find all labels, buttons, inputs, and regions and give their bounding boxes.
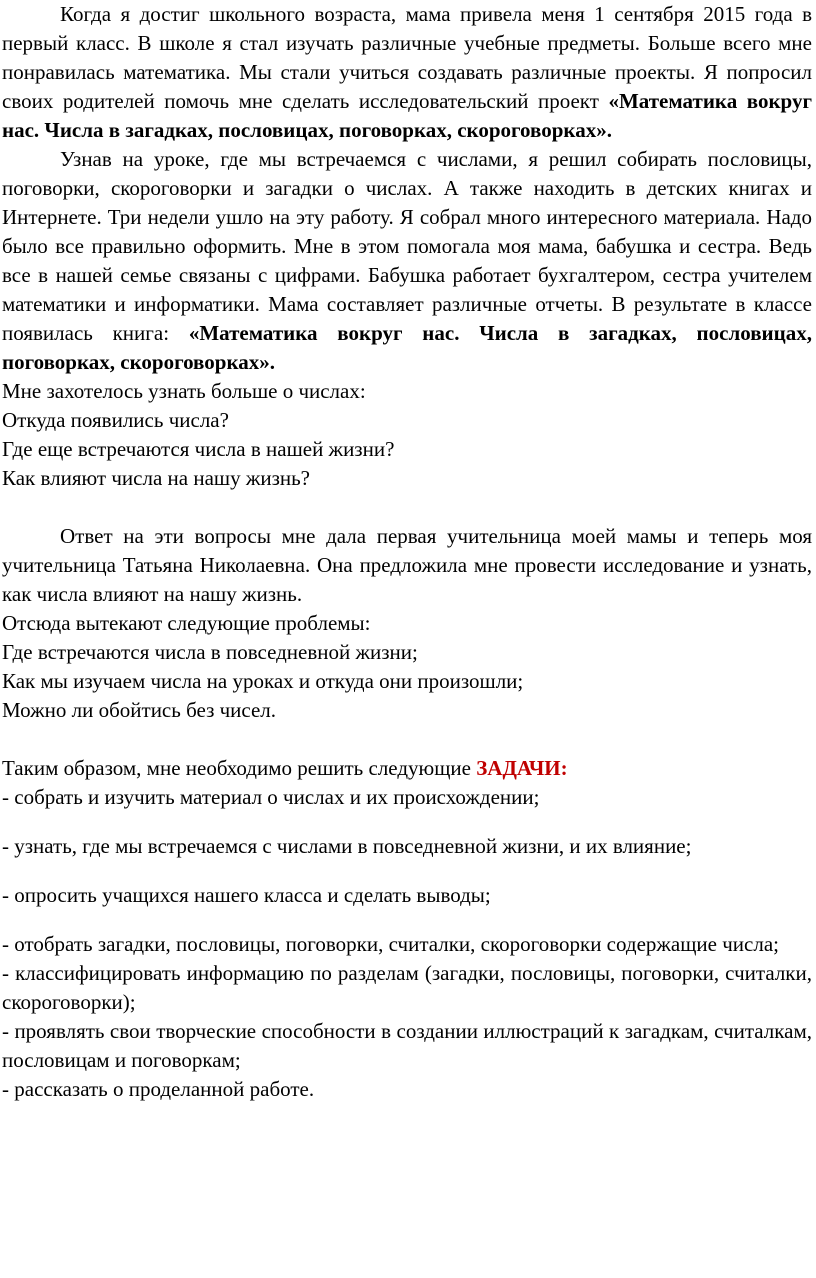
- spacer: [2, 861, 812, 881]
- problem-item: Где встречаются числа в повседневной жизни;: [2, 640, 418, 664]
- task-item: - опросить учащихся нашего класса и сделать выводы;: [2, 883, 491, 907]
- intro-paragraph-1: [2, 0, 812, 145]
- spacer: [2, 812, 812, 832]
- spacer: [2, 910, 812, 930]
- task-item: - узнать, где мы встречаемся с числами в повседневной жизни, и их влияние;: [2, 834, 692, 858]
- tasks-lead-text: Таким образом, мне необходимо решить следующие: [2, 756, 477, 780]
- question-item: Как влияют числа на нашу жизнь?: [2, 466, 310, 490]
- tasks-heading: ЗАДАЧИ:: [476, 756, 568, 780]
- answer-paragraph: Ответ на эти вопросы мне дала первая учительница моей мамы и теперь моя учительница Татьяна Николаевна. Она предложила мне провести исследование и узнать, как числа влияют на нашу жизнь.: [2, 524, 812, 606]
- spacer: [2, 725, 812, 754]
- task-item: - рассказать о проделанной работе.: [2, 1077, 315, 1101]
- project-title-2: «Математика вокруг нас. Числа в загадках, пословицах, поговорках, скороговорках».: [2, 321, 812, 374]
- task-item: - собрать и изучить материал о числах и их происхождении;: [2, 785, 540, 809]
- project-title-1: «Математика вокруг нас. Числа в загадках, пословицах, поговорках, скороговорках».: [2, 89, 812, 142]
- intro-paragraph-2: [2, 145, 812, 377]
- task-item: - проявлять свои творческие способности в создании иллюстраций к загадкам, считалкам, пословицам и поговоркам;: [2, 1019, 812, 1072]
- tasks-lead: [2, 754, 812, 783]
- question-item: Где еще встречаются числа в нашей жизни?: [2, 437, 395, 461]
- intro-text-1: Когда я достиг школьного возраста, мама привела меня 1 сентября 2015 года в первый класс. В школе я стал изучать различные учебные предметы. Больше всего мне понравилась математика. Мы стали учиться создавать различные проекты. Я попросил своих родителей помочь мне сделать исследовательский проект: [2, 2, 812, 113]
- intro-text-2: Узнав на уроке, где мы встречаемся с числами, я решил собирать пословицы, поговорки, скороговорки и загадки о числах. А также находить в детских книгах и Интернете. Три недели ушло на эту работу. Я собрал много интересного материала. Надо было все правильно оформить. Мне в этом помогала моя мама, бабушка и сестра. Ведь все в нашей семье связаны с цифрами. Бабушка работает бухгалтером, сестра учителем математики и информатики. Мама составляет различные отчеты. В результате в классе появилась книга:: [2, 147, 812, 345]
- problem-item: Как мы изучаем числа на уроках и откуда они произошли;: [2, 669, 524, 693]
- task-item: - классифицировать информацию по разделам (загадки, пословицы, поговорки, считалки, скороговорки);: [2, 961, 812, 1014]
- questions-lead: Мне захотелось узнать больше о числах:: [2, 379, 366, 403]
- question-item: Откуда появились числа?: [2, 408, 229, 432]
- spacer: [2, 493, 812, 522]
- problems-lead: Отсюда вытекают следующие проблемы:: [2, 611, 371, 635]
- problem-item: Можно ли обойтись без чисел.: [2, 698, 277, 722]
- task-item: - отобрать загадки, пословицы, поговорки, считалки, скороговорки содержащие числа;: [2, 932, 779, 956]
